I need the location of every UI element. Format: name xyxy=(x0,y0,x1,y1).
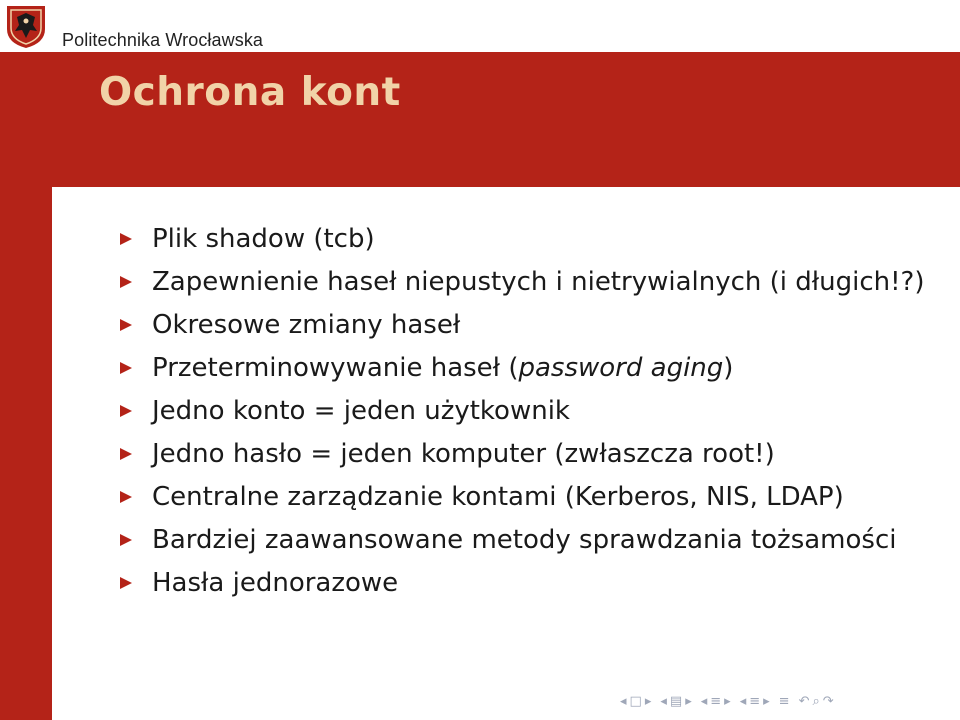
bullet-text: Przeterminowywanie haseł ( xyxy=(152,353,519,383)
bullet-text-italic: password aging xyxy=(518,353,724,383)
nav-forward-icon[interactable]: ↷ xyxy=(822,694,834,709)
navigation-controls xyxy=(620,694,955,714)
bullet-item xyxy=(118,564,928,602)
left-accent-strip xyxy=(0,52,52,720)
nav-first-icon[interactable]: ◂ xyxy=(620,694,627,709)
bullet-text: Okresowe zmiany haseł xyxy=(152,310,461,340)
bullet-item xyxy=(118,478,928,516)
nav-next-section-icon[interactable]: ▸ xyxy=(724,694,731,709)
bullet-item xyxy=(118,263,928,301)
bullet-text: Centralne zarządzanie kontami (Kerberos, NIS, LDAP) xyxy=(152,482,844,512)
nav-back-icon[interactable]: ↶ xyxy=(798,694,810,709)
bullet-text: Zapewnienie haseł niepustych i nietrywialnych (i długich!?) xyxy=(152,267,925,297)
bullet-list xyxy=(118,220,928,602)
bullet-text: Jedno hasło = jeden komputer (zwłaszcza root!) xyxy=(152,439,775,469)
bullet-marker-icon xyxy=(120,233,132,245)
bullet-marker-icon xyxy=(120,491,132,503)
bullet-item xyxy=(118,435,928,473)
nav-toc-icon[interactable]: ≡ xyxy=(778,694,790,709)
nav-subsection-icon[interactable]: ≡ xyxy=(749,694,761,709)
bullet-marker-icon xyxy=(120,276,132,288)
nav-slide-icon[interactable]: ▤ xyxy=(669,694,683,709)
bullet-item xyxy=(118,306,928,344)
nav-next-slide-icon[interactable]: ▸ xyxy=(685,694,692,709)
slide-title: Ochrona kont xyxy=(99,70,401,115)
title-bar xyxy=(52,52,960,187)
bullet-item xyxy=(118,392,928,430)
bullet-item xyxy=(118,521,928,559)
bullet-marker-icon xyxy=(120,448,132,460)
bullet-item xyxy=(118,349,928,387)
bullet-item xyxy=(118,220,928,258)
nav-search-icon[interactable]: ⌕ xyxy=(812,694,820,709)
bullet-text: Bardziej zaawansowane metody sprawdzania tożsamości xyxy=(152,525,897,555)
header-bar xyxy=(0,0,960,52)
university-logo-icon xyxy=(4,3,48,49)
bullet-marker-icon xyxy=(120,405,132,417)
bullet-text: Plik shadow (tcb) xyxy=(152,224,375,254)
bullet-marker-icon xyxy=(120,534,132,546)
nav-prev-slide-icon[interactable]: ◂ xyxy=(660,694,667,709)
bullet-marker-icon xyxy=(120,362,132,374)
bullet-marker-icon xyxy=(120,577,132,589)
bullet-text: ) xyxy=(723,353,734,383)
nav-section-icon[interactable]: ≡ xyxy=(710,694,722,709)
bullet-text: Jedno konto = jeden użytkownik xyxy=(152,396,570,426)
nav-next-subsection-icon[interactable]: ▸ xyxy=(763,694,770,709)
slide-content xyxy=(118,220,928,607)
nav-prev-subsection-icon[interactable]: ◂ xyxy=(739,694,747,709)
bullet-marker-icon xyxy=(120,319,132,331)
institution-name: Politechnika Wrocławska xyxy=(62,30,264,50)
nav-next-frame-icon[interactable]: ▸ xyxy=(644,694,652,709)
bullet-text: Hasła jednorazowe xyxy=(152,568,399,598)
nav-frame-icon[interactable]: □ xyxy=(629,694,642,709)
nav-prev-section-icon[interactable]: ◂ xyxy=(700,694,708,709)
